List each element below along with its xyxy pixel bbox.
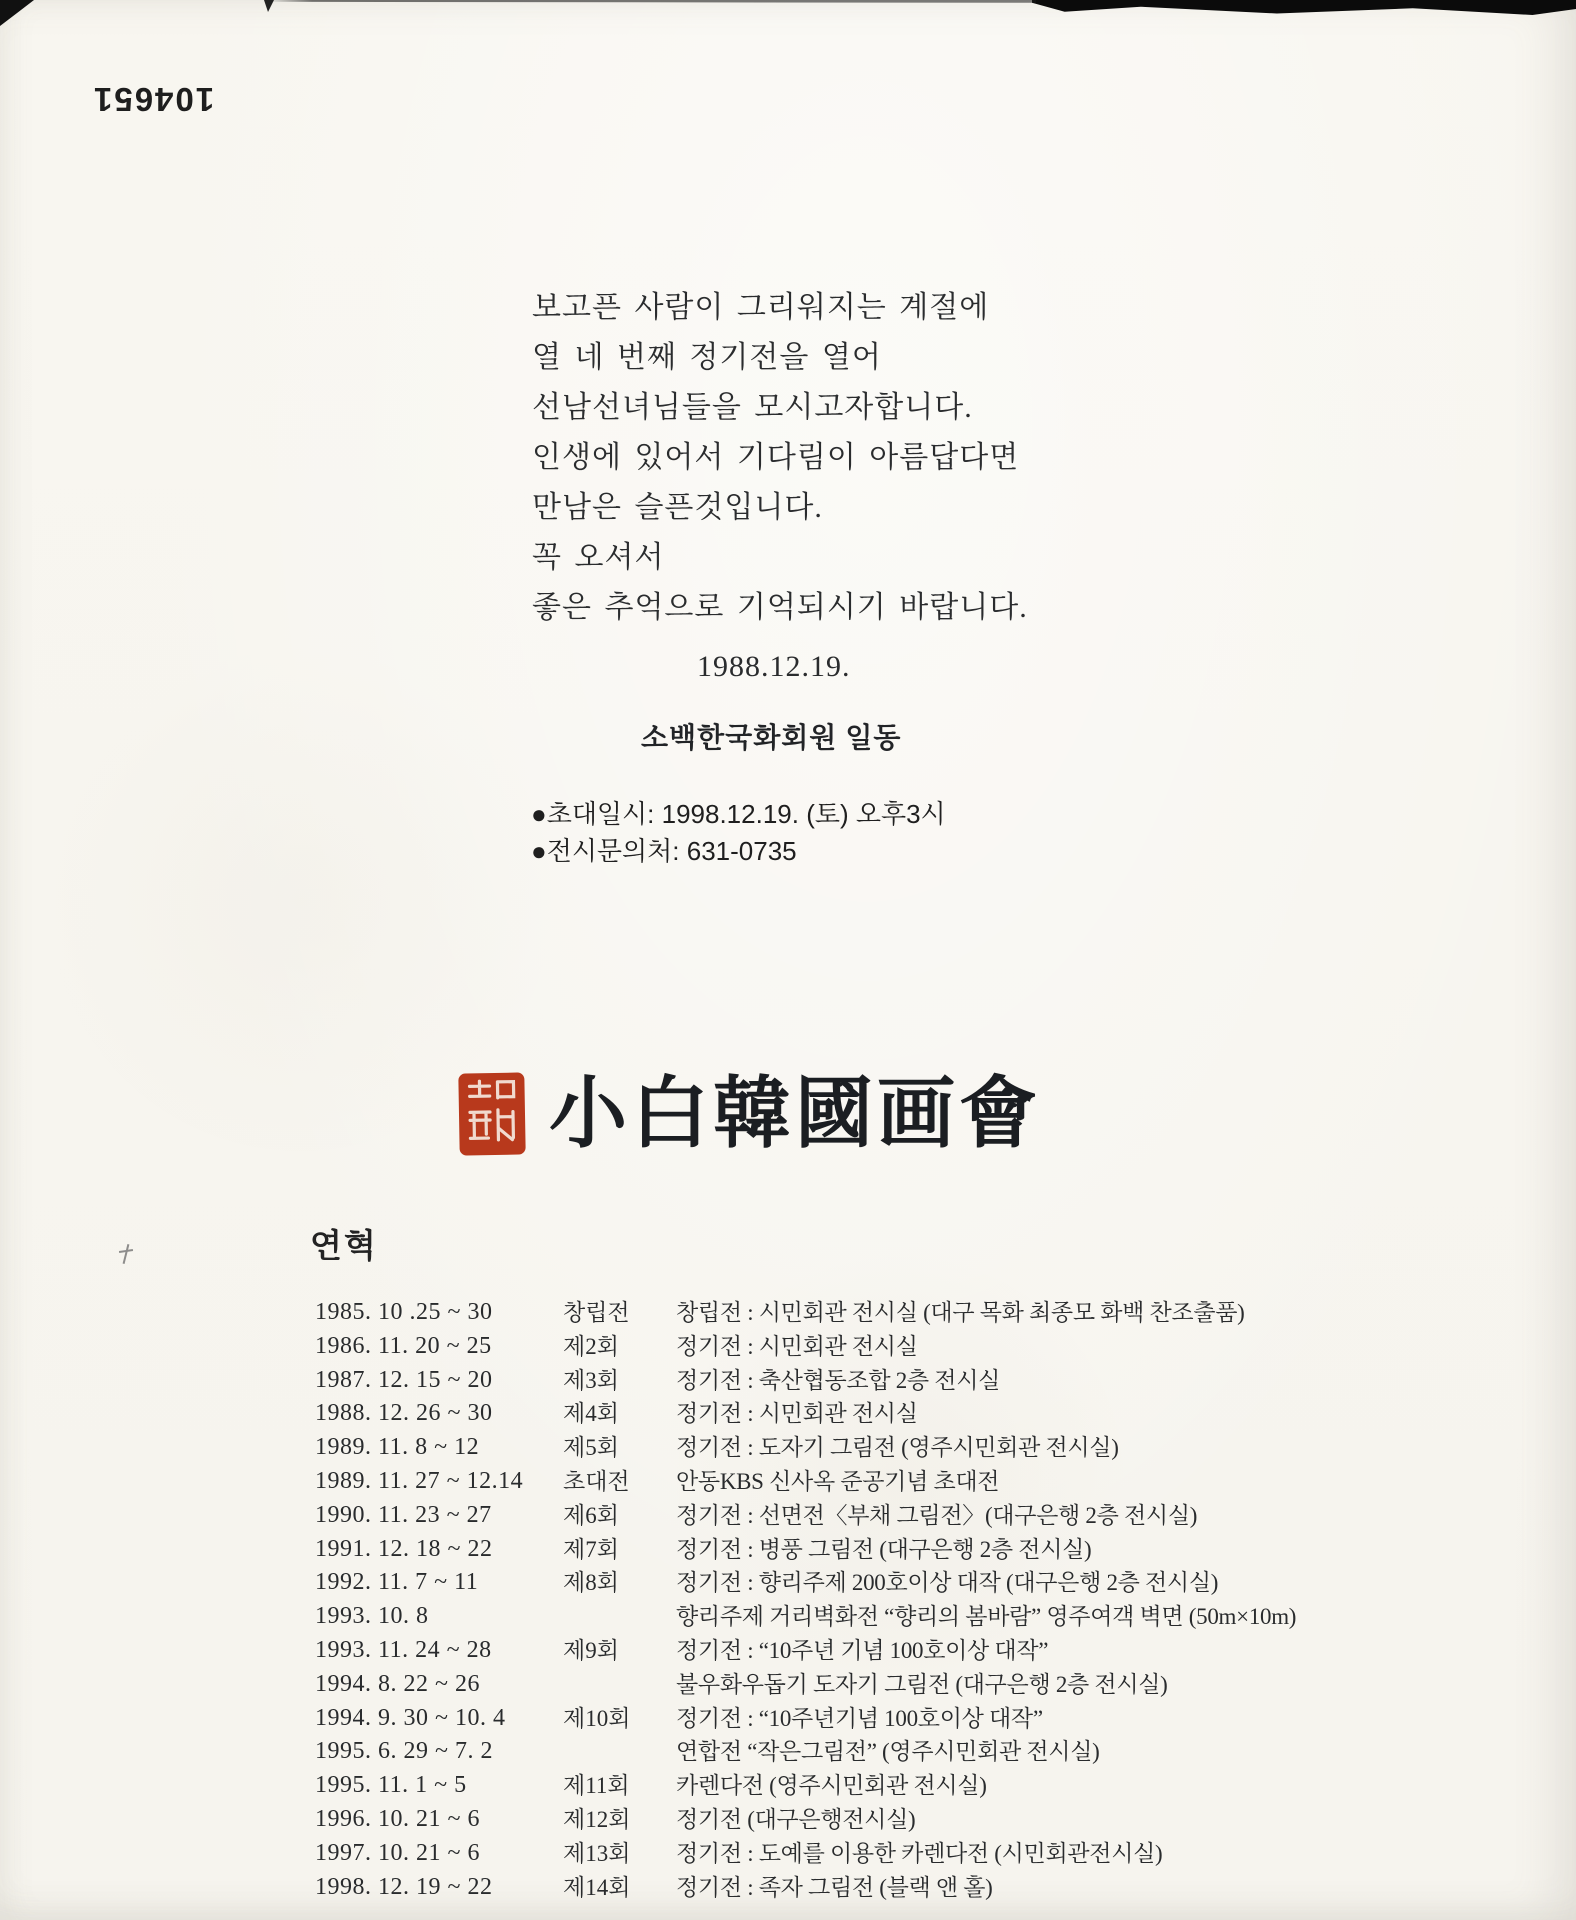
history-label: 제5회 [563, 1435, 619, 1461]
history-row [0, 1871, 1576, 1905]
history-date: 1994. 9. 30 ~ 10. 4 [315, 1704, 506, 1731]
history-desc: 정기전 : 축산협동조합 2층 전시실 [676, 1367, 1001, 1393]
history-row [0, 1769, 1576, 1803]
history-label: 제6회 [563, 1502, 619, 1528]
history-desc: 정기전 : 병풍 그림전 (대구은행 2층 전시실) [676, 1536, 1092, 1562]
history-table [0, 1296, 1576, 1904]
poem-line: 열 네 번째 정기전을 열어 [532, 341, 882, 374]
history-row [0, 1837, 1576, 1871]
invitation-notices [531, 796, 946, 870]
history-label: 제13회 [563, 1840, 631, 1866]
poem-line: 선남선녀님들을 모시고자합니다. [532, 391, 973, 424]
history-label: 초대전 [563, 1468, 630, 1494]
history-date: 1997. 10. 21 ~ 6 [315, 1839, 480, 1866]
history-row [0, 1499, 1576, 1533]
history-label: 제12회 [563, 1806, 631, 1832]
poem-line: 인생에 있어서 기다림이 아름답다면 [532, 441, 1020, 474]
scan-artifact-margin-mark [118, 1244, 134, 1264]
scan-artifact-corner [0, 0, 34, 26]
history-row [0, 1600, 1576, 1634]
history-desc: 정기전 : “10주년기념 100호이상 대작” [676, 1705, 1043, 1731]
invitation-date: 1988.12.19. [697, 650, 851, 683]
history-row [0, 1735, 1576, 1769]
history-row [0, 1397, 1576, 1431]
history-desc: 정기전 (대구은행전시실) [676, 1806, 916, 1832]
history-desc: 카렌다전 (영주시민회관 전시실) [676, 1773, 987, 1799]
history-desc: 향리주제 거리벽화전 “향리의 봄바람” 영주여객 벽면 (50m×10m) [676, 1604, 1297, 1630]
history-date: 1990. 11. 23 ~ 27 [315, 1501, 492, 1528]
history-row [0, 1566, 1576, 1600]
history-date: 1989. 11. 27 ~ 12.14 [315, 1467, 524, 1494]
history-row [0, 1296, 1576, 1330]
poem-line: 꼭 오셔서 [532, 541, 665, 574]
history-label: 제10회 [563, 1705, 631, 1731]
invitation-poem [532, 283, 1028, 633]
calligraphy-title: 小白韓國画會 [549, 1070, 1042, 1157]
history-desc: 창립전 : 시민회관 전시실 (대구 목화 최종모 화백 찬조출품) [676, 1300, 1245, 1325]
history-label: 제2회 [563, 1333, 619, 1359]
history-desc: 정기전 : 족자 그림전 (블랙 앤 홀) [676, 1874, 993, 1900]
notice-line: ●초대일시: 1998.12.19. (토) 오후3시 [531, 799, 946, 829]
history-row [0, 1330, 1576, 1364]
history-date: 1995. 6. 29 ~ 7. 2 [315, 1738, 493, 1765]
history-label: 창립전 [563, 1300, 630, 1325]
invitation-signature: 소백한국화회원 일동 [641, 723, 902, 754]
history-desc: 불우화우돕기 도자기 그림전 (대구은행 2층 전시실) [676, 1671, 1168, 1697]
history-date: 1991. 12. 18 ~ 22 [315, 1535, 493, 1562]
history-row [0, 1533, 1576, 1567]
red-seal-stamp [457, 1071, 526, 1156]
history-desc: 연합전 “작은그림전” (영주시민회관 전시실) [676, 1739, 1100, 1765]
history-date: 1996. 10. 21 ~ 6 [315, 1805, 480, 1832]
scan-artifact-top-line [266, 0, 1036, 4]
history-date: 1995. 11. 1 ~ 5 [315, 1772, 467, 1799]
history-date: 1994. 8. 22 ~ 26 [315, 1670, 480, 1697]
history-row [0, 1702, 1576, 1736]
history-label: 제3회 [563, 1367, 619, 1393]
archive-number-upside-down: 104651 [92, 81, 215, 118]
history-row [0, 1634, 1576, 1668]
history-desc: 정기전 : 도자기 그림전 (영주시민회관 전시실) [676, 1435, 1119, 1461]
history-label: 제4회 [563, 1401, 619, 1427]
history-row [0, 1465, 1576, 1499]
history-row [0, 1668, 1576, 1702]
history-row [0, 1803, 1576, 1837]
history-label: 제14회 [563, 1874, 631, 1900]
history-desc: 정기전 : 시민회관 전시실 [676, 1333, 918, 1359]
history-label: 제9회 [563, 1637, 619, 1663]
history-row [0, 1364, 1576, 1398]
history-desc: 정기전 : 향리주제 200호이상 대작 (대구은행 2층 전시실) [676, 1570, 1219, 1596]
notice-line: ●전시문의처: 631-0735 [531, 836, 797, 866]
poem-line: 좋은 추억으로 기억되시기 바랍니다. [532, 591, 1028, 624]
history-date: 1987. 12. 15 ~ 20 [315, 1366, 493, 1393]
history-desc: 정기전 : 시민회관 전시실 [676, 1401, 918, 1427]
scan-artifact-top-tick [264, 0, 274, 12]
history-date: 1992. 11. 7 ~ 11 [315, 1569, 479, 1596]
history-date: 1998. 12. 19 ~ 22 [315, 1873, 493, 1900]
seal-glyphs [457, 1071, 526, 1156]
history-desc: 정기전 : “10주년 기념 100호이상 대작” [676, 1637, 1049, 1663]
history-label: 제7회 [563, 1536, 619, 1562]
history-label: 제11회 [563, 1773, 630, 1799]
poem-line: 만남은 슬픈것입니다. [532, 491, 823, 524]
history-label: 제8회 [563, 1570, 619, 1596]
history-desc: 안동KBS 신사옥 준공기념 초대전 [676, 1468, 1000, 1494]
history-date: 1993. 10. 8 [315, 1603, 429, 1630]
scan-artifact-top-bar [1032, 0, 1576, 15]
history-desc: 정기전 : 도예를 이용한 카렌다전 (시민회관전시실) [676, 1840, 1163, 1866]
poem-line: 보고픈 사람이 그리워지는 계절에 [532, 291, 990, 324]
history-date: 1993. 11. 24 ~ 28 [315, 1636, 492, 1663]
history-date: 1988. 12. 26 ~ 30 [315, 1400, 493, 1427]
history-desc: 정기전 : 선면전〈부채 그림전〉(대구은행 2층 전시실) [676, 1502, 1198, 1528]
history-date: 1989. 11. 8 ~ 12 [315, 1434, 480, 1461]
history-date: 1985. 10 .25 ~ 30 [315, 1299, 493, 1325]
history-date: 1986. 11. 20 ~ 25 [315, 1332, 492, 1359]
history-row [0, 1431, 1576, 1465]
history-heading: 연혁 [310, 1227, 378, 1264]
